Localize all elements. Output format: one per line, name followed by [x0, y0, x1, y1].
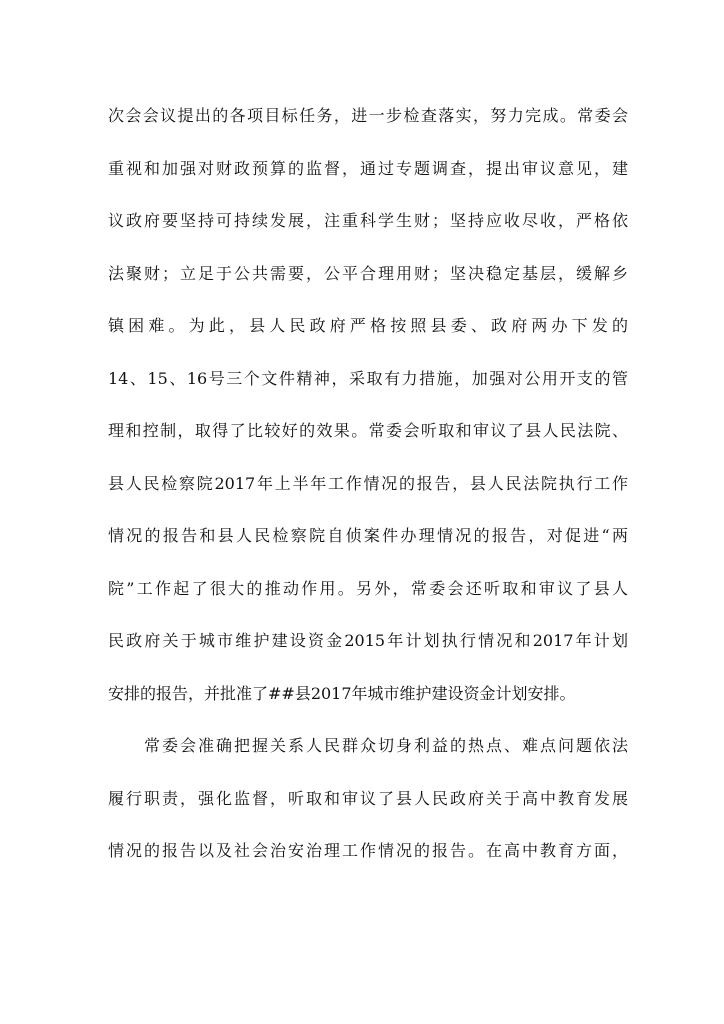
text-line: 议政府要坚持可持续发展，注重科学生财；坚持应收尽收，严格依 — [108, 211, 628, 230]
text-line: 14、15、16号三个文件精神，采取有力措施，加强对公用开支的管 — [108, 368, 628, 388]
text-line: 常委会准确把握关系人民群众切身利益的热点、难点问题依法 — [144, 736, 628, 755]
text-line: 情况的报告和县人民检察院自侦案件办理情况的报告，对促进“两 — [108, 526, 628, 545]
text-line: 安排的报告，并批准了##县2017年城市维护建设资金计划安排。 — [108, 683, 576, 703]
document-body — [108, 98, 628, 886]
text-line: 镇困难。为此，县人民政府严格按照县委、政府两办下发的 — [108, 316, 628, 335]
text-line: 履行职责，强化监督，听取和审议了县人民政府关于高中教育发展 — [108, 788, 628, 808]
text-line: 情况的报告以及社会治安治理工作情况的报告。在高中教育方面， — [108, 841, 628, 860]
text-line: 县人民检察院2017年上半年工作情况的报告，县人民法院执行工作 — [108, 473, 628, 493]
text-line: 理和控制，取得了比较好的效果。常委会听取和审议了县人民法院、 — [108, 421, 628, 440]
text-line: 法聚财；立足于公共需要，公平合理用财；坚决稳定基层，缓解乡 — [108, 263, 628, 283]
text-line: 重视和加强对财政预算的监督，通过专题调查，提出审议意见，建 — [108, 158, 628, 178]
text-line: 次会会议提出的各项目标任务，进一步检查落实，努力完成。常委会 — [108, 106, 628, 125]
text-line: 民政府关于城市维护建设资金2015年计划执行情况和2017年计划 — [108, 631, 628, 650]
text-line: 院”工作起了很大的推动作用。另外，常委会还听取和审议了县人 — [108, 578, 628, 598]
